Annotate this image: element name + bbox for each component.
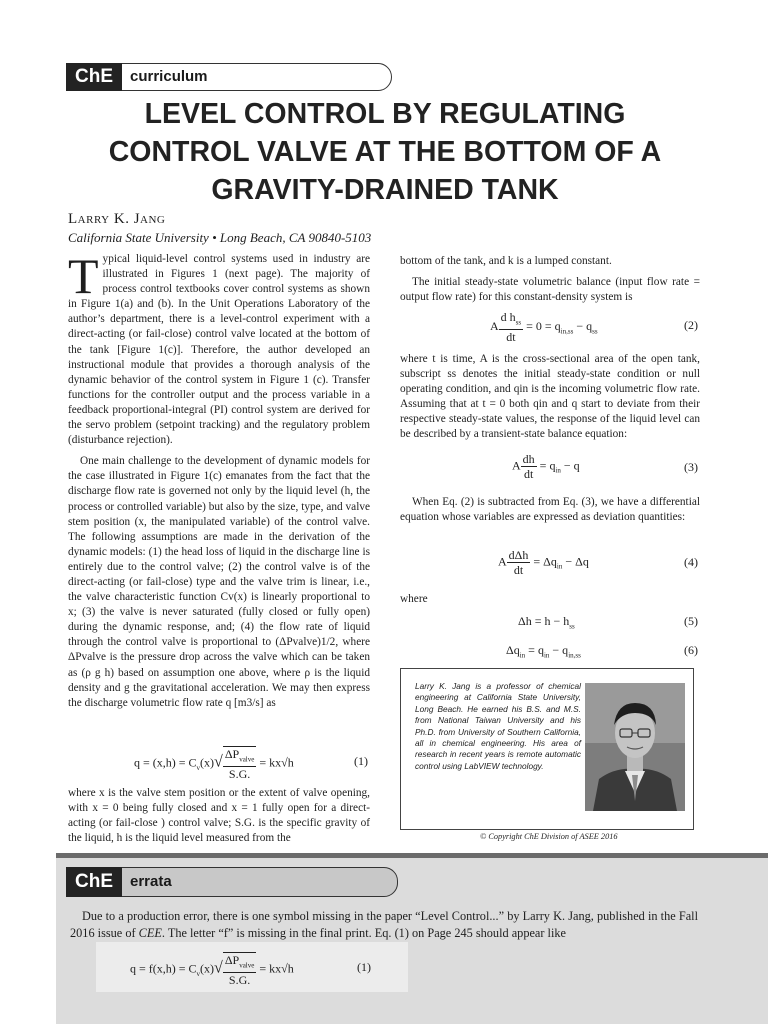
errata-text-part: . The letter “f” is missing in the final print. Eq. (1) on Page 245 should appear like	[161, 926, 567, 940]
equation-2-number: (2)	[684, 318, 698, 332]
section-label: curriculum	[130, 68, 208, 85]
paragraph-text: ypical liquid-level control systems used in industry are illustrated in Figures 1 (next page). The majority of process control textbooks cover control systems as shown in Figure 1(a) and (b). In the Unit Operations Laboratory of the author’s department, there is a level-control experiment with a direct-acting (or fail-close) control valve located at the bottom of the tank [Figure 1(c)]. Therefore, the author developed an instructional module that provides a thorough analysis of the dynamic behavior of the control system in Figure 1 (c). Transfer functions for the controller output and the process variable in a feedback proportional-integral (PI) control system are derived for the servo problem (setpoint tracking) and the regulatory problem (disturbance rejection).	[68, 253, 370, 447]
equation-1: $q = (x,h) = C_v(x)√$ $\frac{\Delta P_{valve}}{S.G.}$ = kx√h	[134, 747, 294, 782]
author-bio-text: Larry K. Jang is a professor of chemical engineering at California State University, Long Beach. He earned his B.S. and M.S. from National Taiwan University and his Ph.D. from University of Southern California, all in chemical engineering. His area of research in recent years is remote automatic control using LabVIEW technology.	[415, 681, 581, 771]
author-name: Larry K. Jang	[68, 211, 166, 227]
paragraph	[68, 248, 370, 448]
equation-6: $\Delta q_{in} = q_{in} - q_{in,ss}$	[506, 643, 581, 660]
left-column-bottom	[68, 786, 370, 852]
equation-3-number: (3)	[684, 460, 698, 474]
che-logo: ChE	[66, 63, 122, 91]
equation-5-number: (5)	[684, 614, 698, 628]
equation-6-number: (6)	[684, 643, 698, 657]
author-photo	[585, 683, 685, 811]
equation-4-number: (4)	[684, 555, 698, 569]
errata-label: errata	[130, 873, 172, 890]
section-tag	[66, 63, 392, 91]
journal-name: CEE	[138, 926, 162, 940]
errata-text-part: Due to a production error, there is one symbol missing in the paper “Level Control...” by Larry K. Jang, published in the Fall 2016 issue of	[70, 909, 698, 940]
errata-text	[70, 908, 698, 942]
right-column-mid	[400, 352, 700, 449]
right-column-where	[400, 592, 700, 613]
right-column-top	[400, 254, 700, 311]
paragraph: where	[400, 593, 428, 605]
paragraph: When Eq. (2) is subtracted from Eq. (3), we have a differential equation whose variables are expressed as deviation quantities:	[400, 496, 700, 524]
right-column-mid2	[400, 495, 700, 531]
article-title: LEVEL CONTROL BY REGULATING CONTROL VALVE AT THE BOTTOM OF A GRAVITY-DRAINED TANK	[108, 98, 662, 206]
drop-cap: T	[68, 248, 99, 304]
equation-4: A $\frac{\text{dΔh}}{dt}$ = $\Delta q_{in} - \Delta q$	[498, 548, 589, 577]
copyright-notice: © Copyright ChE Division of ASEE 2016	[480, 832, 618, 841]
paragraph: The initial steady-state volumetric balance (input flow rate = output flow rate) for this constant-density system is	[400, 276, 700, 304]
author-affiliation: California State University • Long Beach, CA 90840-5103	[68, 230, 372, 245]
equation-1-number: (1)	[354, 754, 368, 768]
errata-equation-number: (1)	[357, 960, 371, 974]
author-bio-box	[400, 668, 694, 830]
errata-divider	[56, 853, 768, 858]
errata-tag	[66, 867, 396, 897]
errata-che-logo: ChE	[66, 867, 122, 897]
errata-equation: $q = f(x,h) = C_v(x)√$ $\frac{\Delta P_{valve}}{S.G.}$ = kx√h	[130, 953, 294, 988]
equation-5: $\Delta h = h - h_{ss}$	[518, 614, 575, 631]
paragraph: where x is the valve stem position or the extent of valve opening, with x = 0 being fully closed and x = 1 fully open for a direct-acting (or fail-close ) control valve; S.G. is the specific gravity of the liquid, h is the liquid level measured from the	[68, 787, 370, 845]
paragraph: bottom of the tank, and k is a lumped constant.	[400, 255, 612, 267]
equation-3: A $\frac{dh}{dt}$ = $q_{in} - q$	[512, 452, 580, 481]
paragraph: where t is time, A is the cross-sectional area of the open tank, subscript ss denotes the initial steady-state condition or null operating condition, and qin is the incoming volumetric flow rate. Assuming that at t = 0 both qin and q start to deviate from their respective steady-state values, the response of the liquid level can be described by a transient-state balance equation:	[400, 353, 700, 441]
paragraph: One main challenge to the development of dynamic models for the case illustrated in Figure 1(c) emanates from the fact that the discharge flow rate is governed not only by the liquid level (h, the process or controlled variable) but also by the size, type, and valve stem position (x, the manipulated variable) of the control valve. The following assumptions are made in the derivation of the dynamic models: (1) the head loss of liquid in the discharge line is entirely due to the control valve; (2) the control valve is of the direct-acting (or fail-close) type and the valve trim is linear, i.e., the valve characteristic function Cv(x) is linearly proportional to x; (3) the valve is never saturated (fully closed or fully open) during the dynamic response, and; (4) the flow rate of liquid through the control valve is proportional to (ΔPvalve)1/2, where ΔPvalve is the pressure drop across the valve which can be taken as (ρ g h) based on assumption one above, where ρ is the liquid density and g the gravitational acceleration. We may then express the discharge volumetric flow rate q [m3/s] as	[68, 455, 370, 709]
left-column	[68, 248, 370, 717]
equation-2: A $\frac{d h_{ss}}{dt}$ = $0 = q_{in,ss} - q_{ss}$	[490, 310, 598, 345]
